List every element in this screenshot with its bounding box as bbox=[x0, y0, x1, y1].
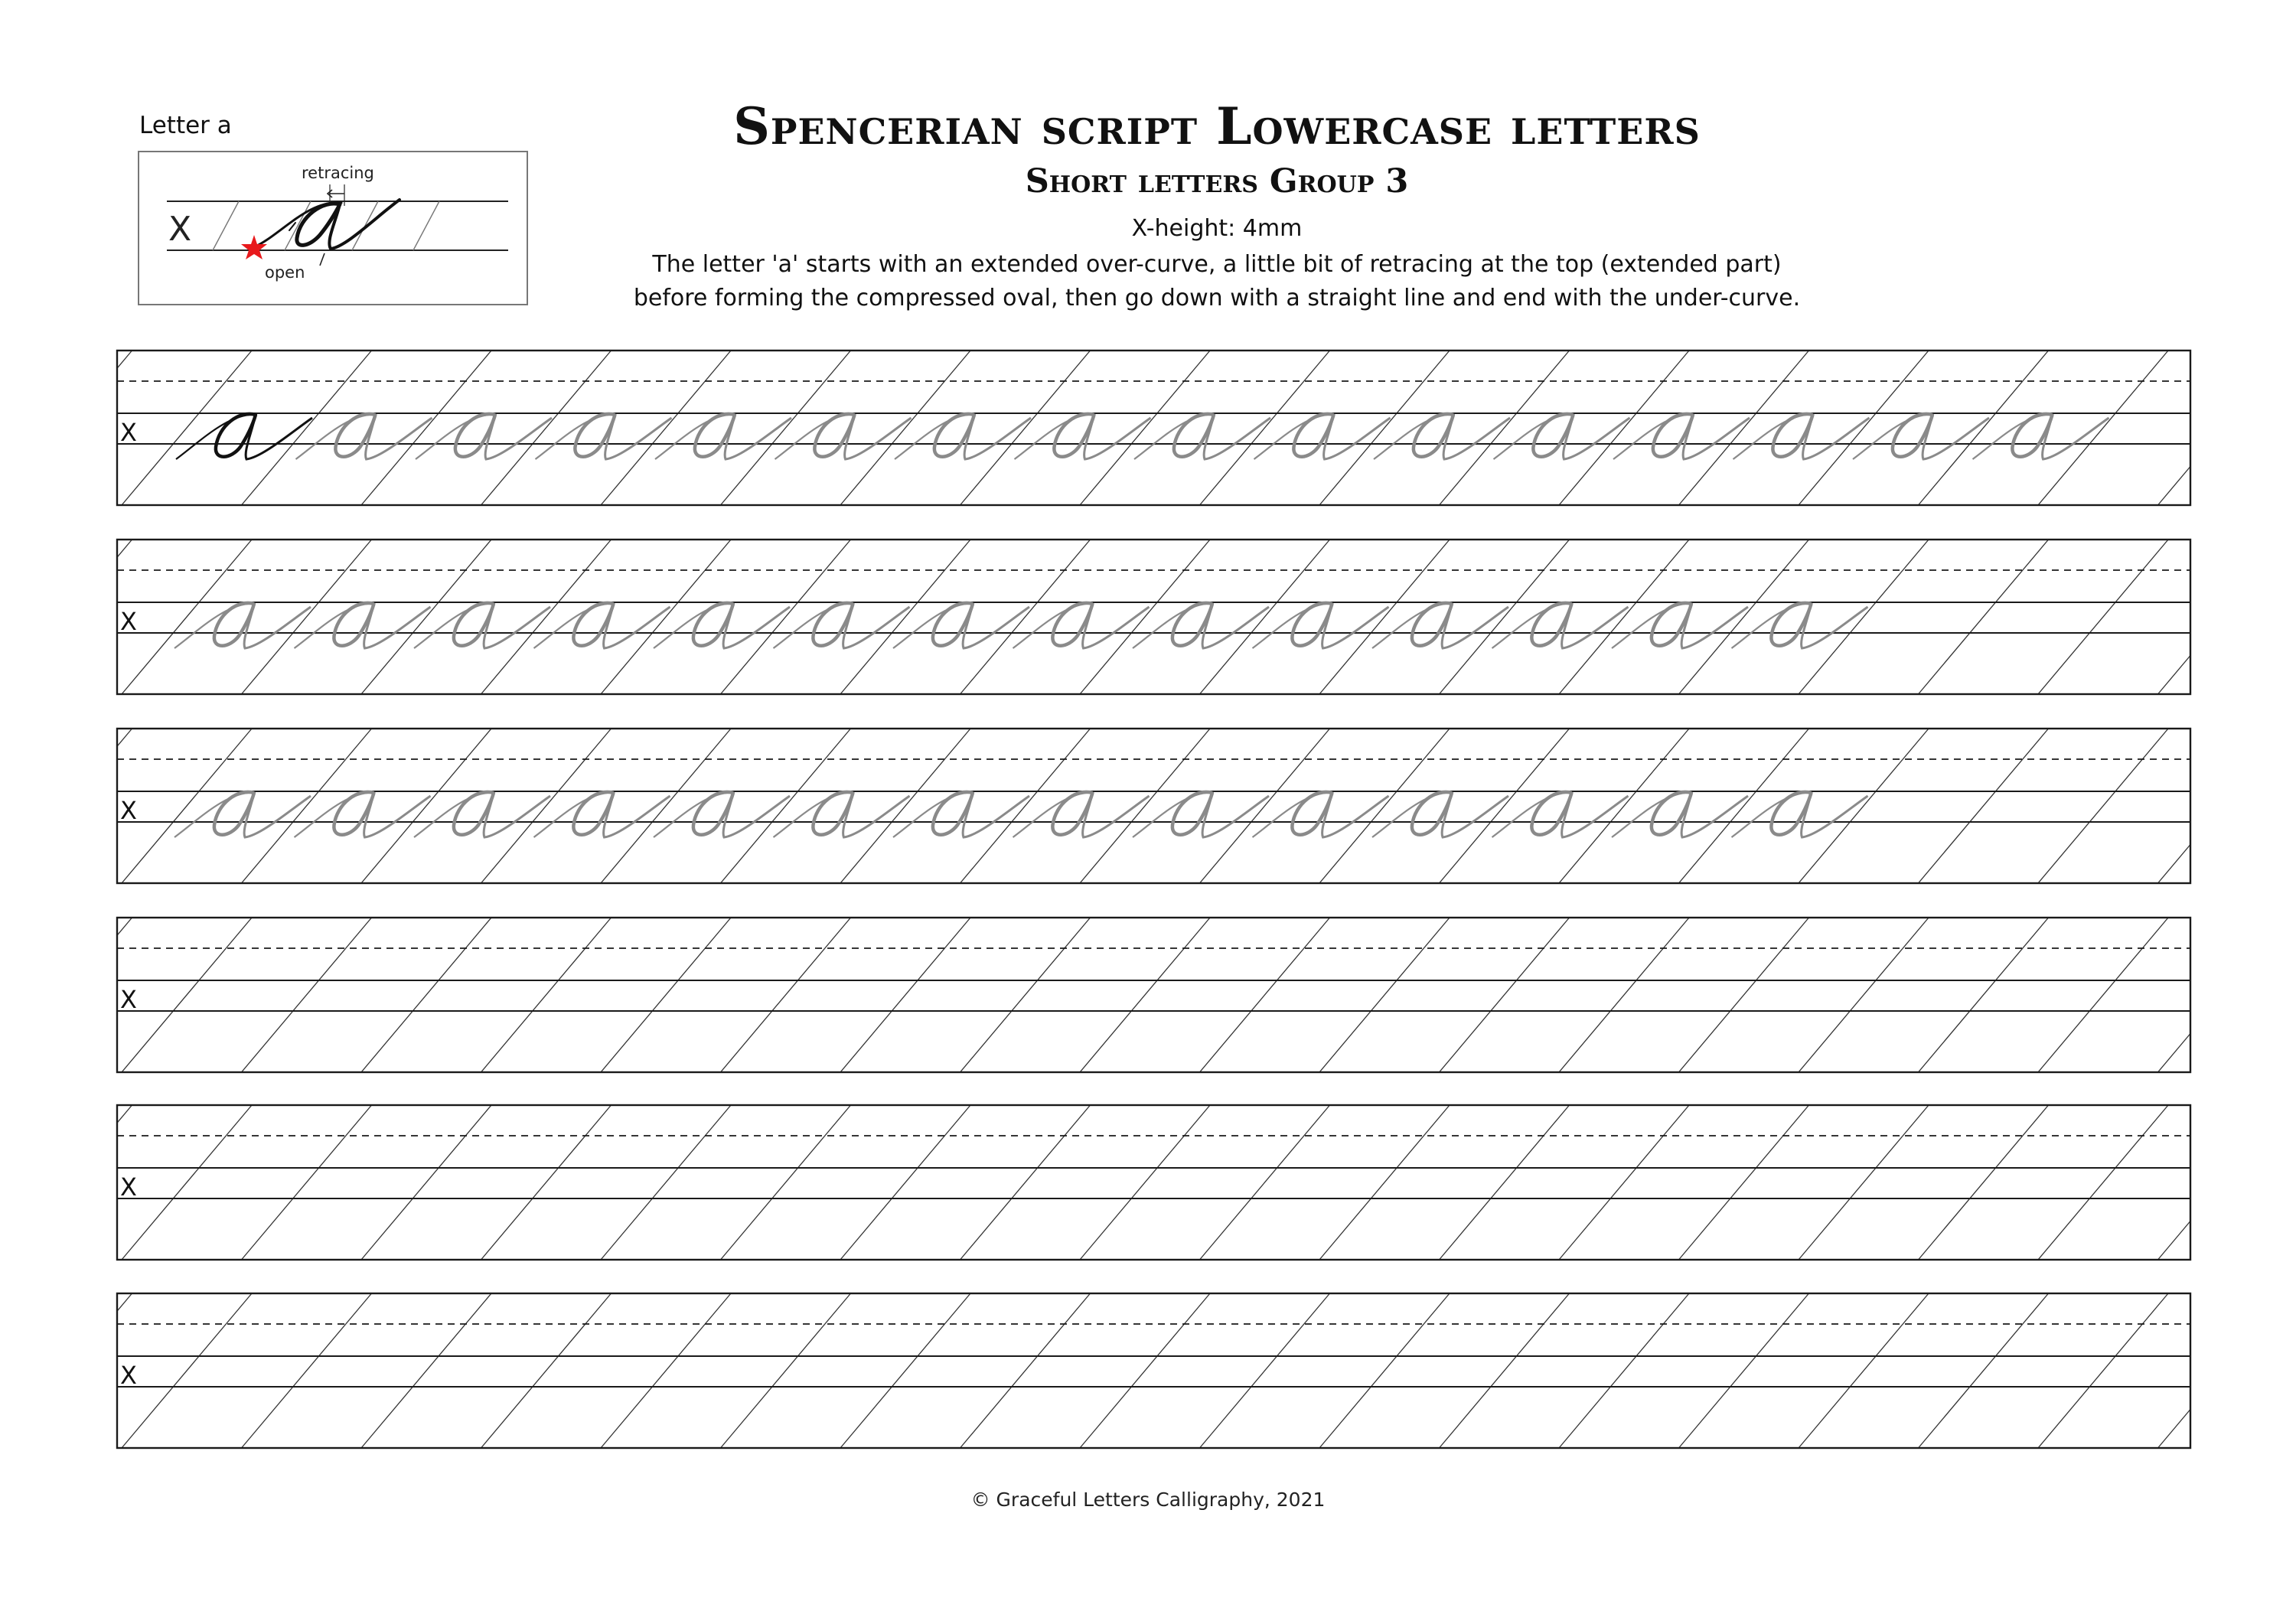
practice-rows bbox=[117, 351, 2190, 1448]
slant-guide-line bbox=[1080, 729, 1210, 883]
slant-guide-line bbox=[1200, 729, 1330, 883]
slant-guide-line bbox=[721, 729, 851, 883]
slant-guide-line bbox=[601, 729, 731, 883]
slant-guide-line bbox=[1559, 540, 1689, 694]
x-height-marker: X bbox=[120, 607, 137, 636]
slant-guide-line bbox=[481, 540, 612, 694]
trace-letter-a bbox=[1492, 603, 1629, 648]
description-line-2: before forming the compressed oval, then go down with a straight line and end with the under-curve. bbox=[633, 285, 1801, 311]
slant-guide-line bbox=[361, 351, 491, 505]
slant-guide-line bbox=[2158, 467, 2191, 506]
slant-guide-line bbox=[1200, 540, 1330, 694]
practice-row bbox=[117, 729, 2190, 883]
slant-guide-line bbox=[1799, 918, 1929, 1072]
trace-letter-a bbox=[1732, 792, 1868, 837]
slant-guide-line bbox=[1919, 540, 2049, 694]
slant-guide-line bbox=[960, 729, 1091, 883]
slant-guide-line bbox=[122, 540, 252, 694]
trace-letter-a bbox=[1133, 603, 1269, 648]
slant-guide-line bbox=[1679, 540, 1809, 694]
row-frame bbox=[117, 918, 2190, 1072]
slant-guide-line bbox=[601, 918, 731, 1072]
slant-guide-line bbox=[481, 918, 612, 1072]
slant-guide-line bbox=[1080, 1293, 1210, 1448]
slant-guide-line bbox=[1559, 729, 1689, 883]
trace-letter-a bbox=[1372, 603, 1508, 648]
slant-guide-line bbox=[1440, 918, 1570, 1072]
slant-guide-line bbox=[1200, 351, 1330, 505]
slant-guide-line bbox=[1319, 1293, 1450, 1448]
slant-guide-line bbox=[721, 540, 851, 694]
trace-letter-a bbox=[1013, 792, 1150, 837]
slant-guide-line bbox=[2038, 729, 2168, 883]
slant-guide-line bbox=[122, 1293, 252, 1448]
practice-row bbox=[117, 1105, 2190, 1260]
slant-guide-line bbox=[122, 351, 252, 505]
slant-guide-line bbox=[1319, 540, 1450, 694]
slant-guide-line bbox=[1679, 1293, 1809, 1448]
slant-guide-line bbox=[1559, 351, 1689, 505]
slant-guide-line bbox=[117, 1105, 132, 1123]
slant-guide-line bbox=[1319, 918, 1450, 1072]
trace-letter-a bbox=[1254, 414, 1391, 459]
slant-guide-line bbox=[2158, 845, 2191, 884]
slant-guide-line bbox=[721, 1293, 851, 1448]
slant-guide-line bbox=[1200, 918, 1330, 1072]
slant-guide-line bbox=[242, 1293, 372, 1448]
trace-letter-a bbox=[1612, 792, 1748, 837]
slant-guide-line bbox=[2038, 540, 2168, 694]
trace-letter-a bbox=[1133, 792, 1269, 837]
slant-guide-line bbox=[242, 918, 372, 1072]
trace-letter-a bbox=[774, 792, 910, 837]
trace-letter-a bbox=[1492, 792, 1629, 837]
slant-guide-line bbox=[1559, 1293, 1689, 1448]
description-line-1: The letter 'a' starts with an extended over-curve, a little bit of retracing at the top (extended part) bbox=[652, 251, 1782, 278]
slant-guide-line bbox=[1440, 1105, 1570, 1260]
slant-guide-line bbox=[960, 1293, 1091, 1448]
slant-guide-line bbox=[1919, 1105, 2049, 1260]
slant-guide-line bbox=[2158, 656, 2191, 695]
slant-guide-line bbox=[1679, 729, 1809, 883]
slant-guide-line bbox=[1080, 918, 1210, 1072]
example-letter-label: Letter a bbox=[139, 112, 232, 139]
slant-guide-line bbox=[361, 918, 491, 1072]
slant-guide-line bbox=[1919, 351, 2049, 505]
open-annotation: open bbox=[265, 263, 305, 282]
slant-guide-line bbox=[2038, 918, 2168, 1072]
practice-row bbox=[117, 351, 2190, 505]
slant-guide-line bbox=[1799, 1105, 1929, 1260]
slant-guide-line bbox=[1080, 540, 1210, 694]
retracing-annotation: retracing bbox=[302, 164, 374, 182]
trace-letter-a bbox=[1732, 603, 1868, 648]
practice-row bbox=[117, 1293, 2190, 1448]
trace-letter-a bbox=[654, 792, 790, 837]
trace-letter-a bbox=[534, 603, 670, 648]
trace-letter-a bbox=[775, 414, 912, 459]
slant-guide-line bbox=[2038, 1105, 2168, 1260]
slant-guide-line bbox=[242, 540, 372, 694]
slant-guide-line bbox=[242, 1105, 372, 1260]
page-subtitle: Short letters Group 3 bbox=[1025, 162, 1409, 201]
slant-guide-line bbox=[481, 351, 612, 505]
slant-guide-line bbox=[122, 729, 252, 883]
slant-guide-line bbox=[481, 1293, 612, 1448]
slant-guide-line bbox=[117, 351, 132, 368]
slant-guide-line bbox=[2158, 1034, 2191, 1073]
copyright-footer: © Graceful Letters Calligraphy, 2021 bbox=[970, 1489, 1326, 1511]
slant-guide-line bbox=[1200, 1293, 1330, 1448]
slant-guide-line bbox=[840, 729, 970, 883]
row-frame bbox=[117, 1105, 2190, 1260]
trace-letter-a bbox=[536, 414, 672, 459]
trace-letter-a bbox=[774, 603, 910, 648]
slant-guide-line bbox=[601, 1293, 731, 1448]
slant-guide-line bbox=[840, 1293, 970, 1448]
trace-letter-a bbox=[414, 603, 550, 648]
slant-guide-line bbox=[1799, 729, 1929, 883]
slant-guide-line bbox=[1080, 1105, 1210, 1260]
trace-letter-a bbox=[416, 414, 552, 459]
trace-letter-a bbox=[1013, 603, 1150, 648]
slant-guide-line bbox=[1799, 540, 1929, 694]
slant-guide-line bbox=[117, 1293, 132, 1311]
slant-guide-line bbox=[1440, 351, 1570, 505]
slant-guide-line bbox=[960, 1105, 1091, 1260]
trace-letter-a bbox=[893, 792, 1029, 837]
trace-letter-a bbox=[534, 792, 670, 837]
trace-letter-a bbox=[1253, 792, 1389, 837]
model-letter-a bbox=[176, 414, 312, 459]
slant-guide-line bbox=[2038, 351, 2168, 505]
row-frame bbox=[117, 729, 2190, 883]
slant-guide-line bbox=[721, 918, 851, 1072]
slant-guide-line bbox=[117, 918, 132, 935]
slant-guide-line bbox=[1200, 1105, 1330, 1260]
trace-letter-a bbox=[295, 603, 431, 648]
slant-guide-line bbox=[361, 729, 491, 883]
x-height-marker: X bbox=[120, 1361, 137, 1390]
trace-letter-a bbox=[1134, 414, 1270, 459]
trace-letter-a bbox=[174, 603, 311, 648]
trace-letter-a bbox=[1372, 792, 1508, 837]
slant-guide-line bbox=[1319, 351, 1450, 505]
trace-letter-a bbox=[174, 792, 311, 837]
slant-guide-line bbox=[840, 1105, 970, 1260]
trace-letter-a bbox=[654, 603, 790, 648]
slant-guide-line bbox=[361, 1105, 491, 1260]
trace-letter-a bbox=[1612, 603, 1748, 648]
slant-guide-line bbox=[481, 729, 612, 883]
slant-guide-line bbox=[1919, 1293, 2049, 1448]
slant-guide-line bbox=[1919, 918, 2049, 1072]
slant-guide-line bbox=[117, 729, 132, 746]
trace-letter-a bbox=[1853, 414, 1989, 459]
slant-guide-line bbox=[2158, 1221, 2191, 1260]
trace-letter-a bbox=[295, 792, 431, 837]
slant-guide-line bbox=[721, 351, 851, 505]
trace-letter-a bbox=[895, 414, 1031, 459]
trace-letter-a bbox=[1613, 414, 1750, 459]
slant-guide-line bbox=[117, 540, 132, 557]
slant-guide-line bbox=[960, 540, 1091, 694]
trace-letter-a bbox=[1015, 414, 1151, 459]
row-frame bbox=[117, 540, 2190, 694]
x-height-marker: X bbox=[120, 418, 137, 447]
slant-guide-line bbox=[601, 351, 731, 505]
slant-guide-line bbox=[960, 918, 1091, 1072]
slant-guide-line bbox=[721, 1105, 851, 1260]
slant-guide-line bbox=[1679, 918, 1809, 1072]
slant-guide-line bbox=[1440, 729, 1570, 883]
trace-letter-a bbox=[414, 792, 550, 837]
slant-guide-line bbox=[1319, 1105, 1450, 1260]
slant-guide-line bbox=[840, 540, 970, 694]
slant-guide-line bbox=[242, 351, 372, 505]
slant-guide-line bbox=[2158, 1410, 2191, 1449]
slant-guide-line bbox=[1559, 918, 1689, 1072]
x-height-marker: X bbox=[120, 1172, 137, 1202]
trace-letter-a bbox=[655, 414, 791, 459]
row-frame bbox=[117, 351, 2190, 505]
slant-guide-line bbox=[361, 540, 491, 694]
slant-guide-line bbox=[361, 1293, 491, 1448]
slant-guide-line bbox=[1559, 1105, 1689, 1260]
row-frame bbox=[117, 1293, 2190, 1448]
trace-letter-a bbox=[1973, 414, 2109, 459]
trace-letter-a bbox=[296, 414, 432, 459]
slant-guide-line bbox=[601, 1105, 731, 1260]
slant-guide-line bbox=[960, 351, 1091, 505]
trace-letter-a bbox=[1253, 603, 1389, 648]
x-height-marker: X bbox=[120, 985, 137, 1014]
slant-guide-line bbox=[840, 918, 970, 1072]
slant-guide-line bbox=[242, 729, 372, 883]
trace-letter-a bbox=[1374, 414, 1510, 459]
slant-guide-line bbox=[481, 1105, 612, 1260]
x-height-marker: X bbox=[120, 796, 137, 825]
slant-guide-line bbox=[1440, 1293, 1570, 1448]
practice-row bbox=[117, 540, 2190, 694]
slant-guide-line bbox=[1319, 729, 1450, 883]
slant-guide-line bbox=[122, 918, 252, 1072]
slant-guide-line bbox=[1080, 351, 1210, 505]
slant-guide-line bbox=[1799, 351, 1929, 505]
slant-guide-line bbox=[1440, 540, 1570, 694]
trace-letter-a bbox=[1733, 414, 1870, 459]
slant-guide-line bbox=[840, 351, 970, 505]
trace-letter-a bbox=[1494, 414, 1630, 459]
slant-guide-line bbox=[1799, 1293, 1929, 1448]
page-title: Spencerian script Lowercase letters bbox=[733, 96, 1701, 156]
x-height-note: X-height: 4mm bbox=[1131, 215, 1303, 242]
slant-guide-line bbox=[1679, 351, 1809, 505]
slant-guide-line bbox=[1919, 729, 2049, 883]
slant-guide-line bbox=[601, 540, 731, 694]
trace-letter-a bbox=[893, 603, 1029, 648]
slant-guide-line bbox=[1679, 1105, 1809, 1260]
slant-guide-line bbox=[122, 1105, 252, 1260]
example-x-mark: X bbox=[168, 210, 192, 249]
slant-guide-line bbox=[2038, 1293, 2168, 1448]
practice-row bbox=[117, 918, 2190, 1072]
